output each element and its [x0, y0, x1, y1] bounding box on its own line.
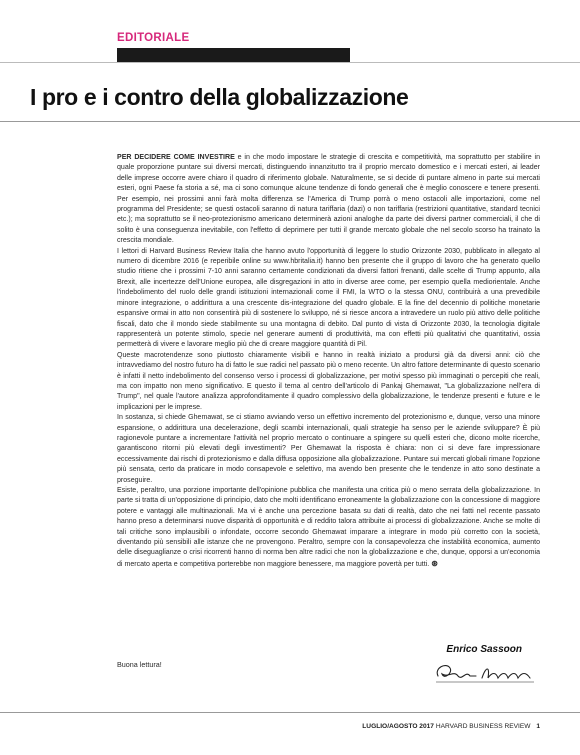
lead-in: PER DECIDERE COME INVESTIRE	[117, 154, 235, 161]
article-paragraph-4: In sostanza, si chiede Ghemawat, se ci stiamo avviando verso un effettivo incremento del protezionismo e, dunque, verso una minore espansione, o addirittura una decelerazione, degli scambi internazionali, quali strategie ha senso per le aziende sviluppare? È più ragionevole puntare a incrementare l'attività nel proprio mercato o continuare a spingere su quelli esteri che, dicono molte ricerche, garantiscono ritorni più elevati degli investimenti? Per Ghemawat la risposta è chiara: non ci si deve fare impressionare eccessivamente dai rischi di protezionismo e dalla diffusa opposizione alla globalizzazione. Puntare sui mercati globali rimane l'opzione più sensata, certo da praticare in modo consapevole e selettivo, ma avendo ben presente che le tendenze in atto sono destinate a proseguire.	[117, 414, 540, 484]
footer-issue: LUGLIO/AGOSTO 2017	[362, 723, 434, 730]
closing-line: Buona lettura!	[117, 660, 162, 669]
footer-divider	[0, 712, 580, 713]
paragraph-5-text: Esiste, peraltro, una porzione importante dell'opinione pubblica che manifesta una critica più o meno serrata della globalizzazione. In parte si tratta di un'opposizione di principio, dato che molti identificano erroneamente la globalizzazione con la concessione di maggiore potere e vantaggi alle multinazionali. Ma vi è anche una percezione basata su dati di realtà, dato che nei fatti nel recente passato hanno preso a determinarsi nuove disparità di opportunità e di reddito talora attribuite ai processi di globalizzazione. Anche se molte di tali critiche sono implausibili o infondate, occorre secondo Ghemawat imparare a integrare in modo più corretto con la società, diventando più sensibili alle istanze che ne provengono. Peraltro, sempre con la consapevolezza che instabilità economica, aumento delle diseguaglianze o crisi ricorrenti hanno di norma ben altre radici che non la globalizzazione e che, dunque, opporsi a un'economia di mercato aperta e competitiva porterebbe non maggiore benessere, ma maggiore povertà per tutti.	[117, 487, 540, 568]
footer-magazine: HARVARD BUSINESS REVIEW	[435, 723, 531, 730]
article-paragraph-5	[117, 486, 540, 570]
headline-divider	[0, 121, 580, 122]
author-name: Enrico Sassoon	[446, 644, 522, 655]
paragraph-1-text: e in che modo impostare le strategie di crescita e competitività, ma soprattutto per stabilire in quale proporzione puntare sui diversi mercati, distinguendo innanzitutto tra il proprio mercato domestico e i mercati esteri, ai leader delle imprese occorre avere chiaro il quadro di riferimento globale. Naturalmente, se si decide di puntare almeno in parte sui mercati esteri, ogni Paese fa storia a sé, ma ci sono comunque alcune tendenze di fondo generali che è meglio conoscere e tenere presenti. Per esempio, nei prossimi anni farà molta differenza se l'America di Trump porrà o meno ostacoli alle importazioni, come nel programma del Presidente; se questi ostacoli saranno di natura tariffaria (dazi) o non tariffaria (restrizioni quantitative, standard tecnici etc.); ma soprattutto se il neo-protezionismo americano determinerà azioni analoghe da parte dei diversi partner commerciali, il che di solito è una conseguenza inevitabile, con l'effetto di deprimere per tutti il grande mercato globale che nel secolo scorso ha trainato la crescita mondiale.	[117, 154, 540, 245]
signature-icon	[430, 654, 540, 688]
page-number: 1	[536, 723, 540, 730]
article-paragraph-1	[117, 153, 540, 247]
top-divider	[0, 62, 580, 63]
page-footer	[362, 723, 540, 730]
section-label: EDITORIALE	[117, 32, 190, 44]
article-body	[117, 153, 540, 570]
article-paragraph-3: Queste macrotendenze sono piuttosto chiaramente visibili e hanno in realtà iniziato a prodursi già da diversi anni: ciò che intravvediamo del nostro futuro ha di fatto le sue radici nel passato più o meno recente. Un altro fattore determinante di questo scenario è infatti il netto indebolimento del consenso verso i processi di globalizzazione, per motivi spesso più immaginati o percepiti che reali, ma con impatto non meno significativo. E questo il tema al centro dell'articolo di Pankaj Ghemawat, "La globalizzazione nell'era di Trump", nel quale l'autore analizza approfonditamente il quadro complessivo della globalizzazione, le tendenze presenti e future e le implicazioni per le imprese.	[117, 351, 540, 411]
section-bar	[117, 48, 350, 62]
page-title: I pro e i contro della globalizzazione	[30, 84, 409, 110]
end-mark-icon: ⊛	[431, 558, 438, 568]
article-paragraph-2: I lettori di Harvard Business Review Italia che hanno avuto l'opportunità di leggere lo studio Orizzonte 2030, pubblicato in allegato al numero di dicembre 2016 (e reperibile online su www.hbritalia.it) hanno ben presente che il gruppo di lavoro che ha generato quello studio ritiene che i prossimi 7-10 anni saranno certamente condizionati da diversi fattori frenanti, dalle scelte di Trump appunto, alla Brexit, alle incertezze dell'Unione europea, alle disgregazioni in atto in diverse aree come, per esempio quella mediorientale. Anche l'indebolimento del ruolo delle grandi istituzioni internazionali come il FMI, la WTO o la stessa ONU, contribuirà a una prevedibile minore integrazione, o addirittura a una crescente dis-integrazione del quadro globale. E la fine del decennio di politiche monetarie espansive ormai in atto non consentirà più di sostenere lo sviluppo, né si riesce ancora a intravedere un ruolo più attivo delle politiche fiscali, dato che il mondo siede stabilmente su una montagna di debito. Dal punto di vista di Orizzonte 2030, la tecnologia digitale rappresenterà un potente stimolo, specie nel generare aumenti di produttività, ma con effetti più qualitativi che quantitativi, ossia permetterà di vivere e lavorare meglio più che di creare maggiore quantità di Pil.	[117, 247, 540, 349]
